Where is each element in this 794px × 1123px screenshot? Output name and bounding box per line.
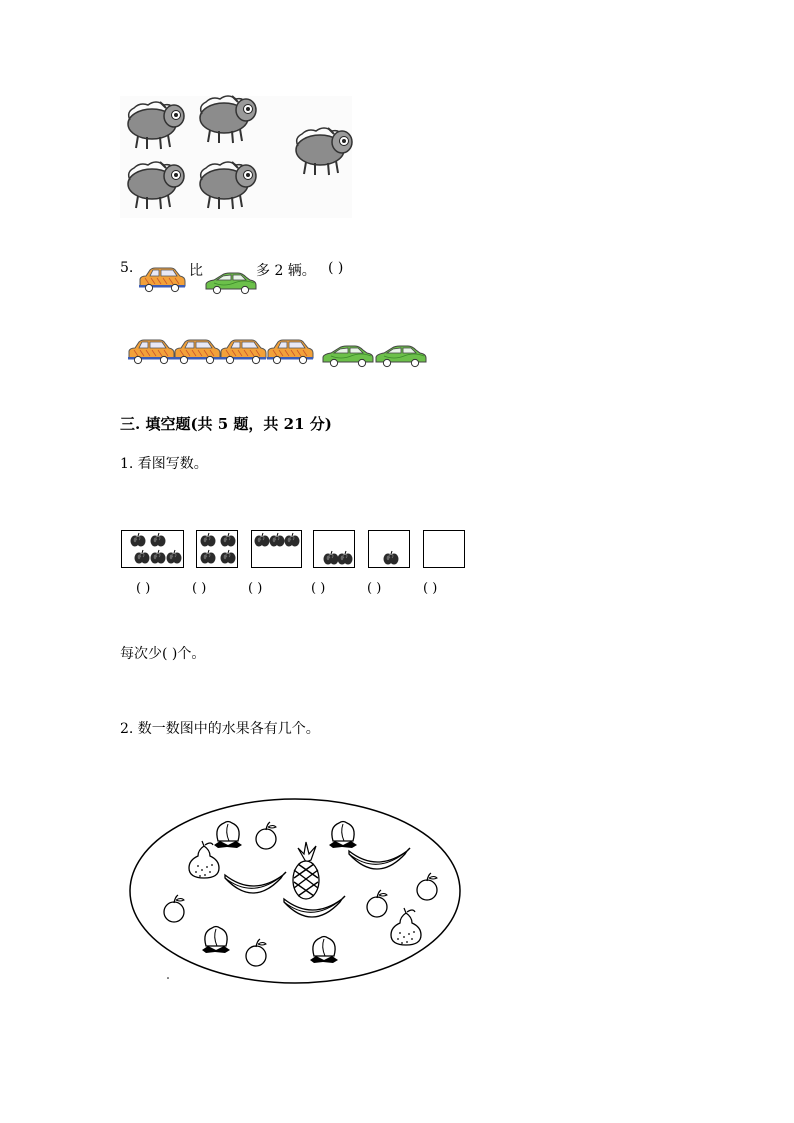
apple-box-3 [251,530,302,568]
apple-box-4 [196,530,238,568]
q5-text-duo: 多 2 辆。 [256,263,316,279]
answer-paren[interactable]: ( ) [248,581,263,596]
orange-car-icon [265,340,315,366]
q5-number: 5. [120,260,134,276]
apples-icon [252,531,303,569]
green-car-icon [321,346,375,370]
answer-paren[interactable]: ( ) [311,581,326,596]
green-car-icon [204,273,258,297]
section-title: 三. 填空题(共 5 题，共 21 分) [120,415,332,433]
q5-answer-paren[interactable]: ( ) [328,260,344,276]
q1-title: 1. 看图写数。 [120,456,208,472]
orange-car-icon [172,340,222,366]
orange-car-icon [218,340,268,366]
apples-icon [369,531,411,569]
orange-car-icon [126,340,176,366]
apples-icon [314,531,356,569]
answer-paren[interactable]: ( ) [367,581,382,596]
apples-icon [197,531,239,569]
apple-box-0 [423,530,465,568]
apple-box-5 [121,530,184,568]
q1-fill-text[interactable]: 每次少( )个。 [120,646,206,662]
green-car-icon [374,346,428,370]
answer-paren[interactable]: ( ) [136,581,151,596]
orange-car-icon [137,268,187,294]
sheep-icon [200,96,256,143]
sheep-icon [296,128,352,175]
q2-title: 2. 数一数图中的水果各有几个。 [120,721,320,737]
apple-box-1 [368,530,410,568]
sheep-figure [120,96,352,218]
fruit-plate-illustration [120,792,470,990]
q5-text-bi: 比 [189,263,203,279]
sheep-icon [128,102,184,149]
apples-icon [122,531,185,569]
answer-paren[interactable]: ( ) [192,581,207,596]
sheep-illustration [120,96,352,218]
apple-box-2 [313,530,355,568]
answer-paren[interactable]: ( ) [423,581,438,596]
sheep-icon [200,162,256,209]
sheep-icon [128,162,184,209]
